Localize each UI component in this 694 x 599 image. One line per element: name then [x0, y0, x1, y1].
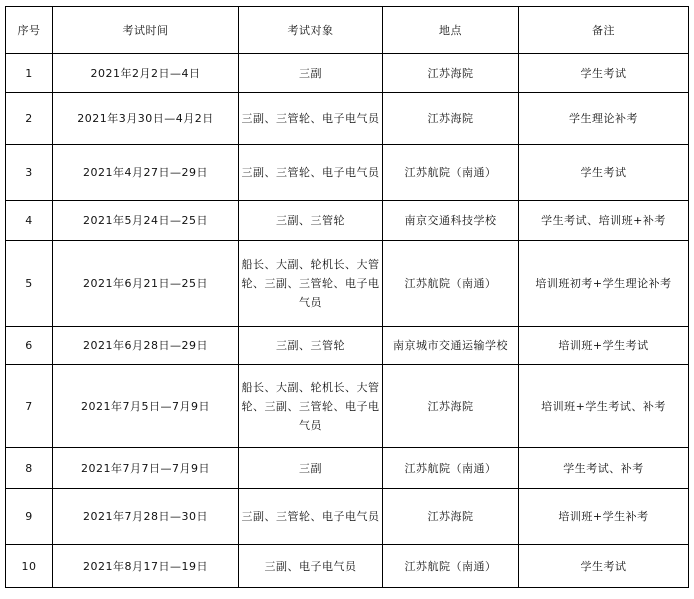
row-no: 10 [6, 545, 53, 588]
row-no: 4 [6, 201, 53, 241]
row-no: 8 [6, 448, 53, 489]
row-target: 三副、三管轮、电子电气员 [239, 93, 383, 145]
table-row [6, 489, 689, 545]
row-target: 三副、三管轮、电子电气员 [239, 145, 383, 201]
row-target: 三副 [239, 54, 383, 93]
row-place: 江苏航院（南通） [383, 241, 519, 327]
header-row [6, 7, 689, 54]
row-time: 2021年6月21日—25日 [53, 241, 239, 327]
row-no: 3 [6, 145, 53, 201]
row-no: 7 [6, 365, 53, 448]
table-row [6, 145, 689, 201]
row-target: 三副、三管轮 [239, 327, 383, 365]
row-place: 江苏航院（南通） [383, 448, 519, 489]
header-note: 备注 [519, 7, 689, 54]
table-row [6, 448, 689, 489]
row-note: 学生考试、补考 [519, 448, 689, 489]
row-note: 学生考试 [519, 54, 689, 93]
header-place: 地点 [383, 7, 519, 54]
row-time: 2021年6月28日—29日 [53, 327, 239, 365]
row-place: 江苏航院（南通） [383, 145, 519, 201]
header-time: 考试时间 [53, 7, 239, 54]
row-no: 2 [6, 93, 53, 145]
row-no: 5 [6, 241, 53, 327]
row-place: 江苏海院 [383, 365, 519, 448]
row-no: 1 [6, 54, 53, 93]
row-note: 学生考试 [519, 545, 689, 588]
row-note: 培训班+学生考试 [519, 327, 689, 365]
row-note: 培训班初考+学生理论补考 [519, 241, 689, 327]
table-row [6, 327, 689, 365]
row-note: 学生考试、培训班+补考 [519, 201, 689, 241]
row-place: 江苏航院（南通） [383, 545, 519, 588]
exam-schedule-table [5, 6, 689, 588]
row-place: 江苏海院 [383, 54, 519, 93]
row-target: 船长、大副、轮机长、大管轮、三副、三管轮、电子电气员 [239, 365, 383, 448]
row-time: 2021年3月30日—4月2日 [53, 93, 239, 145]
row-no: 6 [6, 327, 53, 365]
row-place: 江苏海院 [383, 93, 519, 145]
row-time: 2021年7月28日—30日 [53, 489, 239, 545]
row-time: 2021年4月27日—29日 [53, 145, 239, 201]
row-note: 培训班+学生补考 [519, 489, 689, 545]
row-note: 学生理论补考 [519, 93, 689, 145]
table-row [6, 241, 689, 327]
table-row [6, 365, 689, 448]
header-no: 序号 [6, 7, 53, 54]
row-place: 南京城市交通运输学校 [383, 327, 519, 365]
row-time: 2021年8月17日—19日 [53, 545, 239, 588]
row-target: 三副、三管轮、电子电气员 [239, 489, 383, 545]
row-target: 三副、电子电气员 [239, 545, 383, 588]
row-target: 三副、三管轮 [239, 201, 383, 241]
table-row [6, 545, 689, 588]
row-no: 9 [6, 489, 53, 545]
row-time: 2021年2月2日—4日 [53, 54, 239, 93]
row-target: 船长、大副、轮机长、大管轮、三副、三管轮、电子电气员 [239, 241, 383, 327]
row-time: 2021年5月24日—25日 [53, 201, 239, 241]
row-note: 培训班+学生考试、补考 [519, 365, 689, 448]
row-target: 三副 [239, 448, 383, 489]
row-place: 江苏海院 [383, 489, 519, 545]
table-row [6, 93, 689, 145]
row-time: 2021年7月7日—7月9日 [53, 448, 239, 489]
row-note: 学生考试 [519, 145, 689, 201]
header-target: 考试对象 [239, 7, 383, 54]
table-row [6, 54, 689, 93]
row-time: 2021年7月5日—7月9日 [53, 365, 239, 448]
row-place: 南京交通科技学校 [383, 201, 519, 241]
table-row [6, 201, 689, 241]
